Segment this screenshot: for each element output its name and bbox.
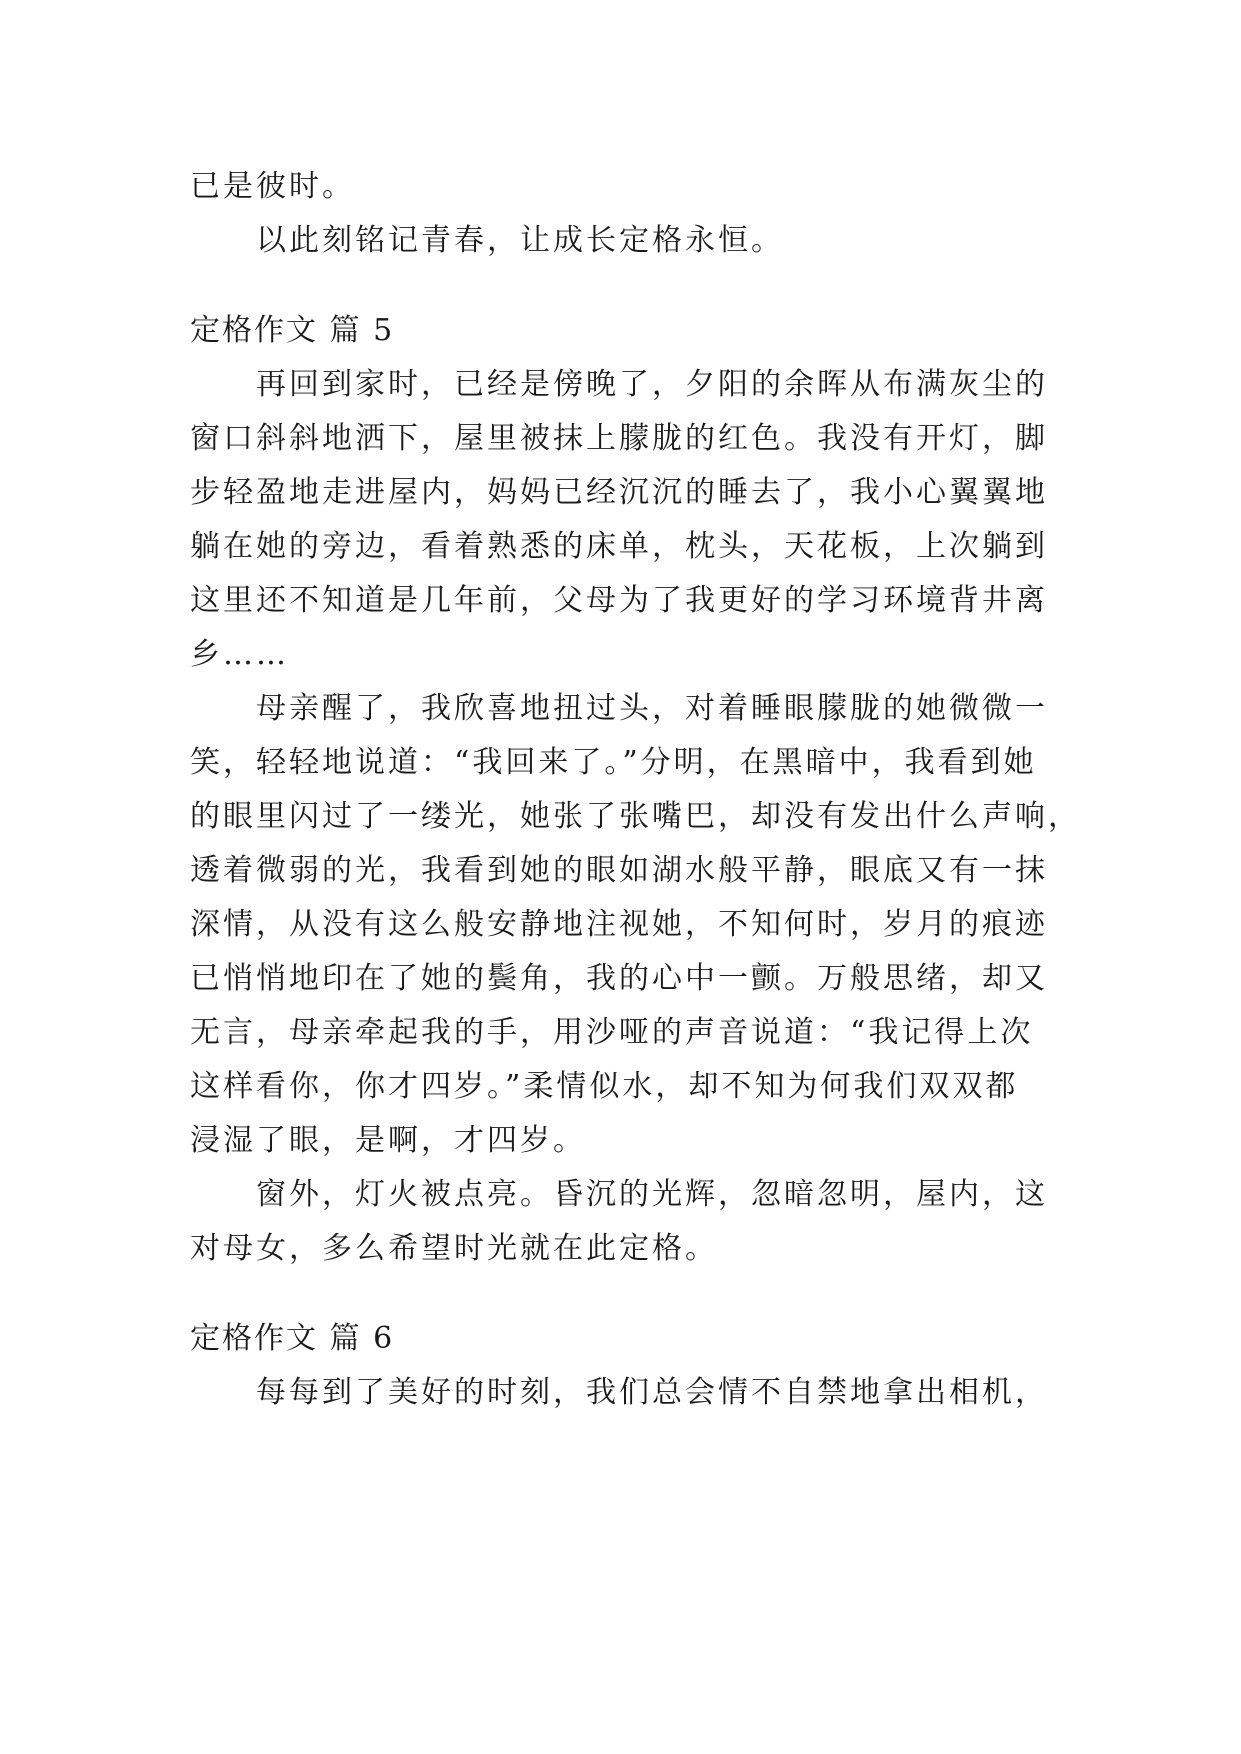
document-page bbox=[190, 160, 1081, 1420]
paragraph-line: 母亲醒了，我欣喜地扭过头，对着睡眼朦胧的她微微一 bbox=[256, 691, 1048, 726]
paragraph-line: 每每到了美好的时刻，我们总会情不自禁地拿出相机， bbox=[256, 1375, 1048, 1410]
section-5-paragraph-1 bbox=[190, 358, 1050, 682]
paragraph-line: 深情，从没有这么般安静地注视她，不知何时，岁月的痕迹 bbox=[190, 907, 1048, 942]
section-5-title: 定格作文 篇 5 bbox=[190, 313, 395, 348]
paragraph-line: 再回到家时，已经是傍晚了，夕阳的余晖从布满灰尘的 bbox=[256, 367, 1048, 402]
section-6-title: 定格作文 篇 6 bbox=[190, 1321, 395, 1356]
intro-line-1: 已是彼时。 bbox=[190, 169, 355, 204]
paragraph-line: 笑，轻轻地说道：“我回来了。”分明，在黑暗中，我看到她 bbox=[190, 745, 1037, 780]
paragraph-line: 对母女，多么希望时光就在此定格。 bbox=[190, 1231, 718, 1266]
paragraph-line: 已悄悄地印在了她的鬓角，我的心中一颤。万般思绪，却又 bbox=[190, 961, 1048, 996]
section-6-paragraph-1 bbox=[190, 1366, 1050, 1420]
section-5-paragraph-3 bbox=[190, 1168, 1050, 1276]
paragraph-line: 窗外，灯火被点亮。昏沉的光辉，忽暗忽明，屋内，这 bbox=[256, 1177, 1048, 1212]
paragraph-line: 这样看你，你才四岁。”柔情似水，却不知为何我们双双都 bbox=[190, 1069, 1019, 1104]
paragraph-line: 躺在她的旁边，看着熟悉的床单，枕头，天花板，上次躺到 bbox=[190, 529, 1048, 564]
paragraph-line: 窗口斜斜地洒下，屋里被抹上朦胧的红色。我没有开灯，脚 bbox=[190, 421, 1048, 456]
paragraph-line: 透着微弱的光，我看到她的眼如湖水般平静，眼底又有一抹 bbox=[190, 853, 1048, 888]
paragraph-line: 浸湿了眼，是啊，才四岁。 bbox=[190, 1123, 586, 1158]
paragraph-line: 这里还不知道是几年前，父母为了我更好的学习环境背井离 bbox=[190, 583, 1048, 618]
intro-line-2: 以此刻铭记青春，让成长定格永恒。 bbox=[256, 223, 784, 258]
paragraph-line: 步轻盈地走进屋内，妈妈已经沉沉的睡去了，我小心翼翼地 bbox=[190, 475, 1048, 510]
paragraph-line: 无言，母亲牵起我的手，用沙哑的声音说道：“我记得上次 bbox=[190, 1015, 1034, 1050]
paragraph-line: 乡…… bbox=[190, 637, 289, 672]
section-5-paragraph-2 bbox=[190, 682, 1081, 1168]
paragraph-line: 的眼里闪过了一缕光，她张了张嘴巴，却没有发出什么声响， bbox=[190, 799, 1081, 834]
